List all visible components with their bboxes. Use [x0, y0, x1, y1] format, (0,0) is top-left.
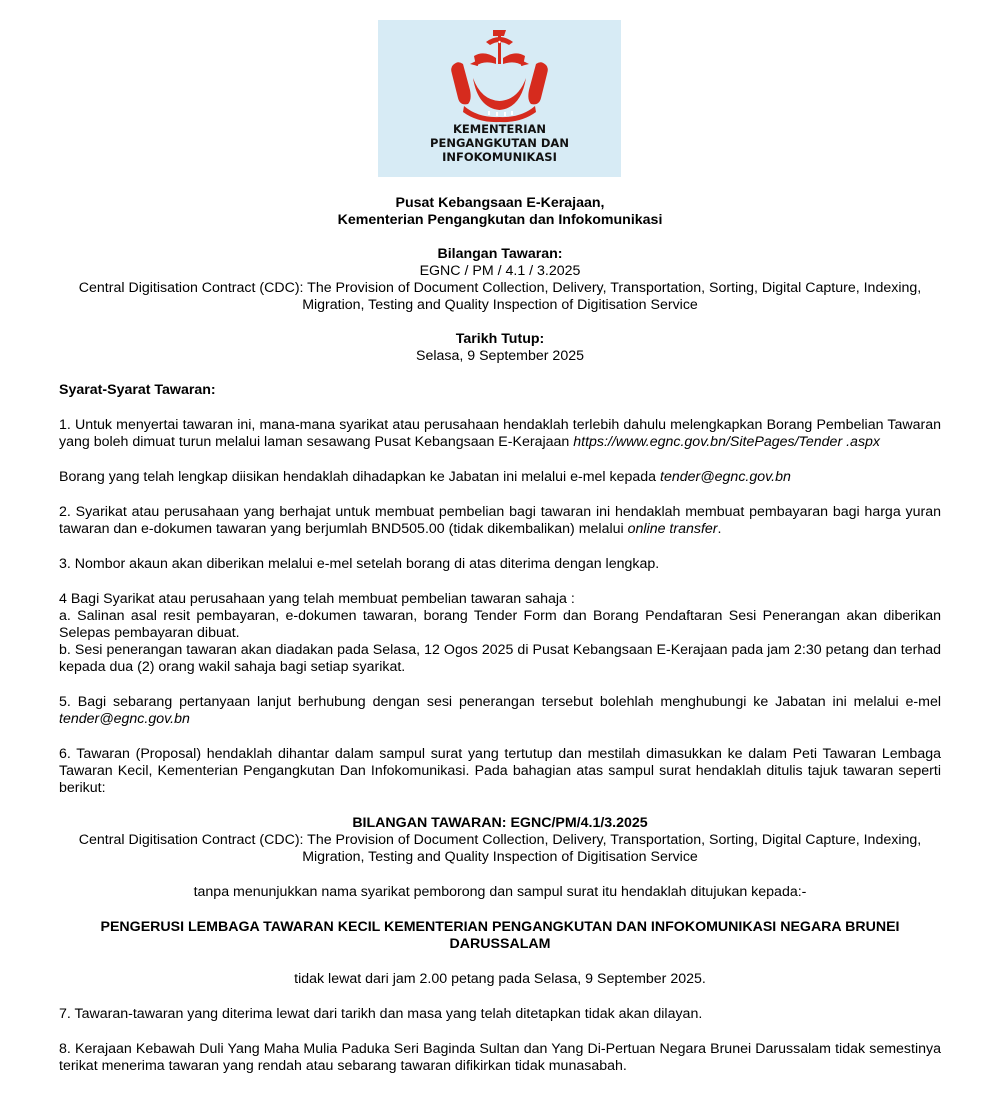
envelope-tender-title: Central Digitisation Contract (CDC): The Provision of Document Collection, Delivery, Transportation, Sorting, Digital Capture, Indexing, Migration, Testing and Quality Inspection of Digitisation Service	[78, 832, 922, 865]
terms-heading: Syarat-Syarat Tawaran:	[59, 382, 216, 398]
enquiry-email-link[interactable]: tender@egnc.gov.bn	[59, 711, 190, 727]
logo-line-1: KEMENTERIAN	[452, 122, 547, 136]
term-item-4a: a. Salinan asal resit pembayaran, e-dokumen tawaran, borang Tender Form dan Borang Pendaftaran Sesi Penerangan akan diberikan Selepas pembayaran dibuat.	[59, 608, 941, 641]
closing-date-label: Tarikh Tutup:	[455, 331, 545, 347]
term-item-4b: b. Sesi penerangan tawaran akan diadakan pada Selasa, 12 Ogos 2025 di Pusat Kebangsaan E-Kerajaan pada jam 2:30 petang dan terhad kepada dua (2) orang wakil sahaja bagi setiap syarikat.	[59, 642, 941, 675]
term-item-7: 7. Tawaran-tawaran yang diterima lewat dari tarikh dan masa yang telah ditetapkan tidak akan dilayan.	[59, 1006, 703, 1022]
tender-title: Central Digitisation Contract (CDC): The Provision of Document Collection, Delivery, Transportation, Sorting, Digital Capture, Indexing, Migration, Testing and Quality Inspection of Digitisation Service	[78, 280, 922, 313]
tender-number-label: Bilangan Tawaran:	[437, 246, 563, 262]
closing-date: Selasa, 9 September 2025	[416, 348, 584, 364]
term-item-2: 2. Syarikat atau perusahaan yang berhajat untuk membuat pembelian bagi tawaran ini hendaklah membuat pembayaran bagi harga yuran tawaran dan e-dokumen tawaran yang berjumlah BND505.00 (tidak dikembalikan) melalui online transfer.	[59, 504, 941, 537]
tender-notice	[59, 195, 941, 1075]
term-item-1: 1. Untuk menyertai tawaran ini, mana-mana syarikat atau perusahaan hendaklah terlebih dahulu melengkapkan Borang Pembelian Tawaran yang boleh dimuat turun melalui laman sesawang Pusat Kebangsaan E-Kerajaan https://www.egnc.gov.bn/SitePages/Tender .aspx	[59, 417, 941, 450]
brunei-crest-icon	[378, 20, 621, 125]
logo-line-2: PENGANGKUTAN DAN	[430, 136, 569, 150]
submission-deadline: tidak lewat dari jam 2.00 petang pada Selasa, 9 September 2025.	[294, 971, 706, 987]
term-item-5: 5. Bagi sebarang pertanyaan lanjut berhubung dengan sesi penerangan tersebut bolehlah menghubungi ke Jabatan ini melalui e-mel tender@egnc.gov.bn	[59, 694, 941, 727]
term-item-3: 3. Nombor akaun akan diberikan melalui e-mel setelah borang di atas diterima dengan lengkap.	[59, 556, 660, 572]
term-item-1-note: Borang yang telah lengkap diisikan hendaklah dihadapkan ke Jabatan ini melalui e-mel kepada tender@egnc.gov.bn	[59, 469, 791, 485]
tender-number: EGNC / PM / 4.1 / 3.2025	[419, 263, 581, 279]
org-name-line-1: Pusat Kebangsaan E-Kerajaan,	[395, 195, 605, 211]
envelope-tender-number: BILANGAN TAWARAN: EGNC/PM/4.1/3.2025	[352, 815, 648, 831]
envelope-note: tanpa menunjukkan nama syarikat pemborong dan sampul surat itu hendaklah ditujukan kepada:-	[193, 884, 807, 900]
term-item-8: 8. Kerajaan Kebawah Duli Yang Maha Mulia Paduka Seri Baginda Sultan dan Yang Di-Pertuan Negara Brunei Darussalam tidak semestinya terikat menerima tawaran yang rendah atau sebarang tawaran difikirkan tidak munasabah.	[59, 1041, 941, 1074]
tender-email-link[interactable]: tender@egnc.gov.bn	[660, 469, 791, 485]
ministry-logo	[378, 20, 621, 177]
tender-page-link[interactable]: https://www.egnc.gov.bn/SitePages/Tender .aspx	[573, 434, 881, 450]
logo-line-3: INFOKOMUNIKASI	[442, 150, 557, 164]
org-name-line-2: Kementerian Pengangkutan dan Infokomunikasi	[337, 212, 663, 228]
addressee: PENGERUSI LEMBAGA TAWARAN KECIL KEMENTERIAN PENGANGKUTAN DAN INFOKOMUNIKASI NEGARA BRUNEI DARUSSALAM	[100, 919, 900, 952]
term-item-4-intro: 4 Bagi Syarikat atau perusahaan yang telah membuat pembelian tawaran sahaja :	[59, 591, 575, 607]
term-item-6: 6. Tawaran (Proposal) hendaklah dihantar dalam sampul surat yang tertutup dan mestilah dimasukkan ke dalam Peti Tawaran Lembaga Tawaran Kecil, Kementerian Pengangkutan Dan Infokomunikasi. Pada bahagian atas sampul surat hendaklah ditulis tajuk tawaran seperti berikut:	[59, 746, 941, 796]
logo-wordmark	[378, 122, 621, 164]
